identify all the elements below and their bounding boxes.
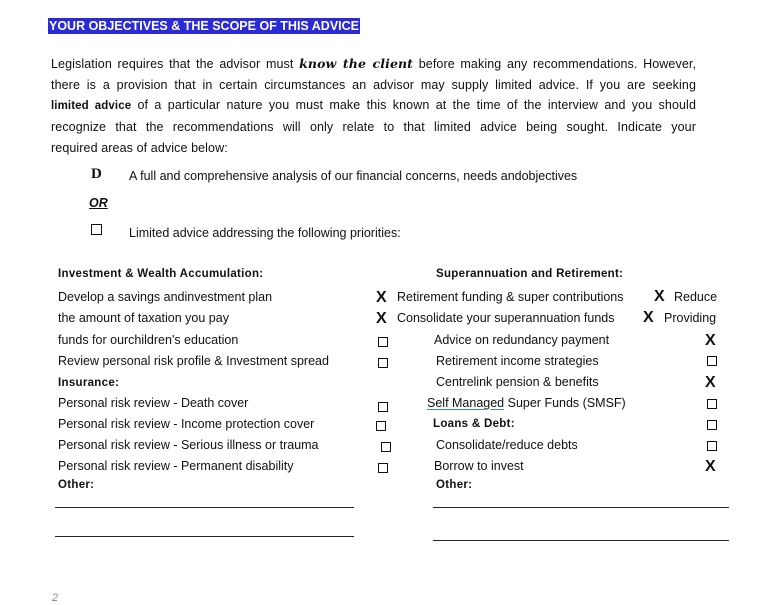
intro-line-3-post: of a particular nature you must make this known at the time of the interview and you should — [137, 98, 696, 113]
left-item-income-protection: Personal risk review - Income protection cover — [58, 417, 315, 431]
checkbox-income-protection[interactable] — [376, 421, 386, 431]
checkbox-consolidate-debts[interactable] — [707, 441, 717, 451]
left-item-risk-profile: Review personal risk profile & Investment spread — [58, 354, 329, 368]
super-heading: Superannuation and Retirement: — [436, 268, 624, 280]
right-item-consolidate-super: Consolidate your superannuation funds — [397, 311, 615, 325]
right-item-borrow-invest: Borrow to invest — [434, 459, 524, 473]
checkbox-risk-profile[interactable] — [378, 358, 388, 368]
intro-line-2: there is a provision that in certain circumstances an advisor may supply limited advice. If you are seeking — [51, 77, 696, 92]
limited-advice-bold: limited advice — [51, 100, 132, 113]
right-item-smsf — [427, 394, 626, 412]
limited-advice-label: Limited advice addressing the following priorities: — [129, 226, 401, 240]
intro-line-1-pre: Legislation requires that the advisor must — [51, 57, 294, 71]
right-item-retirement-funding: Retirement funding & super contributions — [397, 290, 624, 304]
left-item-education: funds for ourchildren's education — [58, 333, 239, 347]
section-heading: YOUR OBJECTIVES & THE SCOPE OF THIS ADVICE — [49, 19, 359, 33]
full-analysis-marker[interactable]: D — [91, 166, 102, 182]
limited-advice-checkbox[interactable] — [91, 224, 102, 235]
left-other-label: Other: — [58, 479, 95, 491]
smsf-rest-text: Super Funds (SMSF) — [504, 396, 626, 410]
intro-line-3 — [51, 95, 696, 117]
left-item-savings: Develop a savings andinvestment plan — [58, 290, 273, 304]
right-item-redundancy: Advice on redundancy payment — [434, 333, 610, 347]
left-other-line-2[interactable] — [55, 536, 354, 537]
checkbox-education[interactable] — [378, 337, 388, 347]
x-mark-borrow-invest[interactable]: X — [705, 458, 716, 475]
right-other-line-1[interactable] — [433, 507, 729, 508]
x-mark-redundancy[interactable]: X — [705, 332, 716, 349]
left-other-line-1[interactable] — [55, 507, 354, 508]
know-the-client-emphasis: know the client — [299, 56, 414, 71]
page-number: 2 — [52, 592, 59, 604]
left-item-taxation: the amount of taxation you pay — [58, 311, 229, 325]
investment-heading: Investment & Wealth Accumulation: — [58, 268, 264, 280]
reduce-label: Reduce — [674, 290, 718, 304]
intro-line-1 — [51, 54, 696, 75]
right-item-centrelink: Centrelink pension & benefits — [436, 375, 599, 389]
smsf-underlined-text: Self Managed — [427, 396, 505, 410]
checkbox-disability[interactable] — [378, 463, 388, 473]
checkbox-loans[interactable] — [707, 420, 717, 430]
checkbox-smsf[interactable] — [707, 399, 717, 409]
left-item-disability: Personal risk review - Permanent disability — [58, 459, 294, 473]
x-mark-retirement-funding[interactable]: X — [376, 289, 387, 306]
full-analysis-label: A full and comprehensive analysis of our financial concerns, needs andobjectives — [129, 169, 578, 183]
right-item-consolidate-debts: Consolidate/reduce debts — [436, 438, 578, 452]
intro-line-1-post: before making any recommendations. However, — [418, 57, 697, 71]
providing-label: Providing — [664, 311, 717, 325]
intro-line-4: recognize that the recommendations will only relate to that limited advice being sought. Indicate your — [51, 120, 696, 135]
x-mark-consolidate-super[interactable]: X — [376, 310, 387, 327]
insurance-heading: Insurance: — [58, 377, 120, 389]
right-other-label: Other: — [436, 479, 473, 491]
left-item-trauma: Personal risk review - Serious illness or trauma — [58, 438, 319, 452]
x-mark-centrelink[interactable]: X — [705, 374, 716, 391]
intro-paragraph — [51, 54, 696, 159]
right-item-retirement-income: Retirement income strategies — [436, 354, 599, 368]
or-label: OR — [89, 196, 108, 210]
intro-line-5: required areas of advice below: — [51, 140, 228, 155]
checkbox-death-cover[interactable] — [378, 402, 388, 412]
x-mark-reduce[interactable]: X — [654, 288, 665, 305]
checkbox-retirement-income[interactable] — [707, 356, 717, 366]
x-mark-providing[interactable]: X — [643, 309, 654, 326]
right-other-line-2[interactable] — [433, 540, 729, 541]
loans-heading: Loans & Debt: — [433, 418, 515, 430]
left-item-death-cover: Personal risk review - Death cover — [58, 396, 249, 410]
checkbox-trauma[interactable] — [381, 442, 391, 452]
